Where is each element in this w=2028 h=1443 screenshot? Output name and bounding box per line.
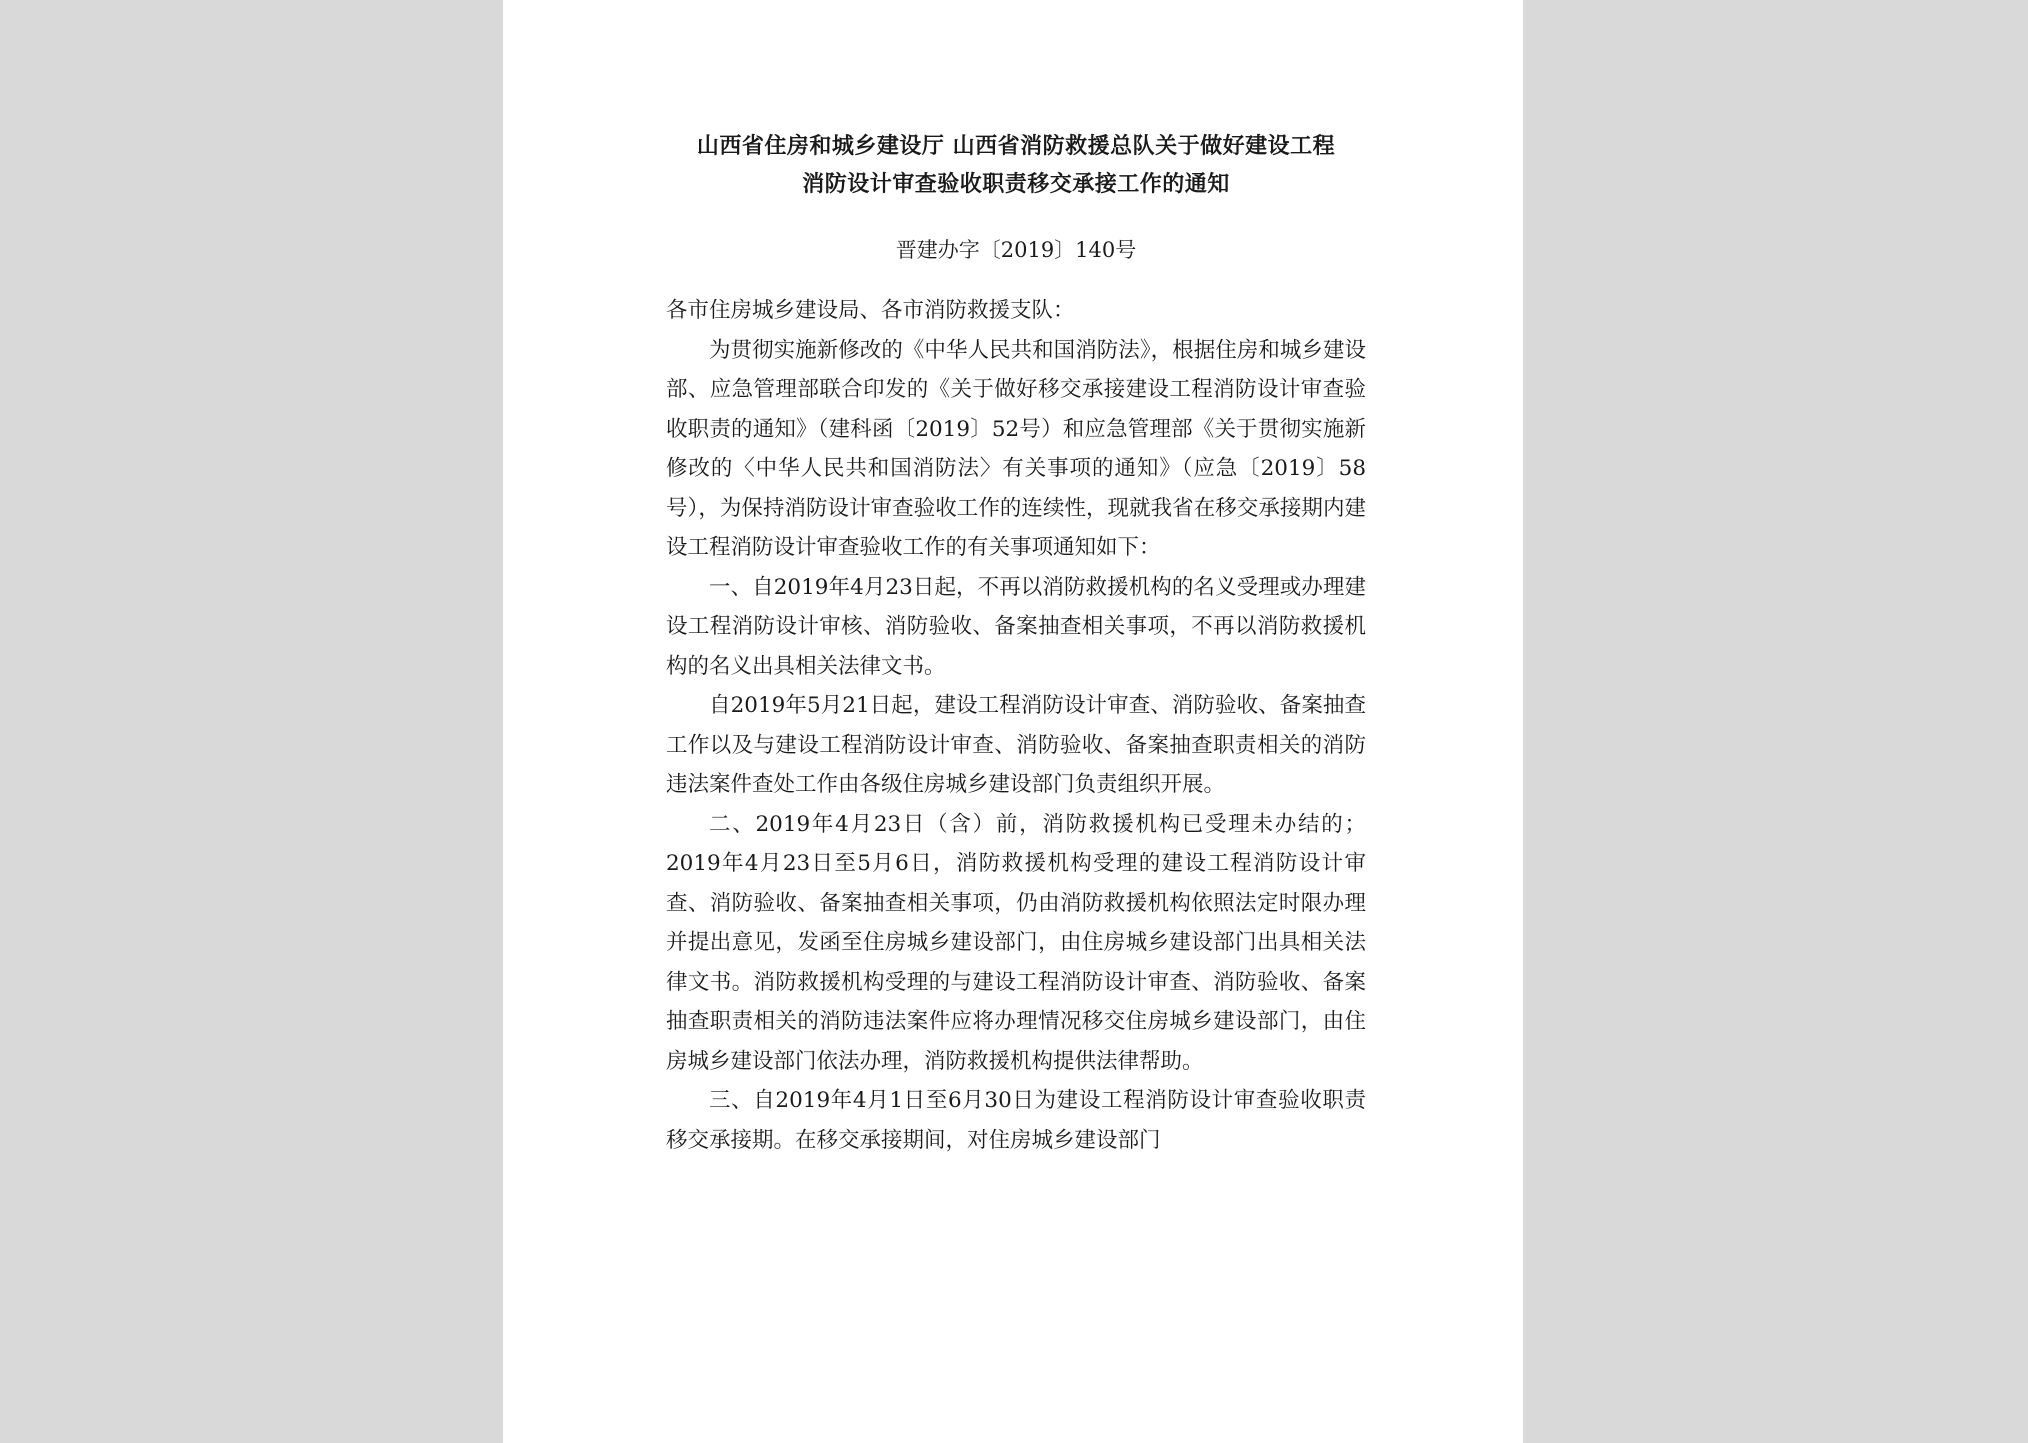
paragraph: 自2019年5月21日起，建设工程消防设计审查、消防验收、备案抽查工作以及与建设工程消防设计审查、消防验收、备案抽查职责相关的消防违法案件查处工作由各级住房城乡建设部门负责组织开展。 (666, 693, 1366, 797)
paragraph: 一、自2019年4月23日起，不再以消防救援机构的名义受理或办理建设工程消防设计审核、消防验收、备案抽查相关事项，不再以消防救援机构的名义出具相关法律文书。 (666, 574, 1366, 679)
document-page (503, 0, 1523, 1443)
paragraph: 三、自2019年4月1日至6月30日为建设工程消防设计审查验收职责移交承接期。在移交承接期间，对住房城乡建设部门 (666, 1088, 1366, 1153)
paragraph: 为贯彻实施新修改的《中华人民共和国消防法》，根据住房和城乡建设部、应急管理部联合印发的《关于做好移交承接建设工程消防设计审查验收职责的通知》（建科函〔2019〕52号）和应急管理部《关于贯彻实施新修改的〈中华人民共和国消防法〉有关事项的通知》（应急〔2019〕58号），为保持消防设计审查验收工作的连续性，现就我省在移交承接期内建设工程消防设计审查验收工作的有关事项通知如下： (666, 337, 1366, 560)
document-content (666, 128, 1366, 1160)
paragraph: 二、2019年4月23日（含）前，消防救援机构已受理未办结的；2019年4月23日至5月6日，消防救援机构受理的建设工程消防设计审查、消防验收、备案抽查相关事项，仍由消防救援机构依照法定时限办理并提出意见，发函至住房城乡建设部门，由住房城乡建设部门出具相关法律文书。消防救援机构受理的与建设工程消防设计审查、消防验收、备案抽查职责相关的消防违法案件应将办理情况移交住房城乡建设部门，由住房城乡建设部门依法办理，消防救援机构提供法律帮助。 (666, 811, 1366, 1074)
document-title-line-1: 山西省住房和城乡建设厅 山西省消防救援总队关于做好建设工程 (696, 134, 1336, 159)
document-title-line-2: 消防设计审查验收职责移交承接工作的通知 (802, 172, 1230, 197)
addressee: 各市住房城乡建设局、各市消防救援支队： (666, 298, 1075, 323)
document-number: 晋建办字〔2019〕140号 (895, 238, 1137, 262)
